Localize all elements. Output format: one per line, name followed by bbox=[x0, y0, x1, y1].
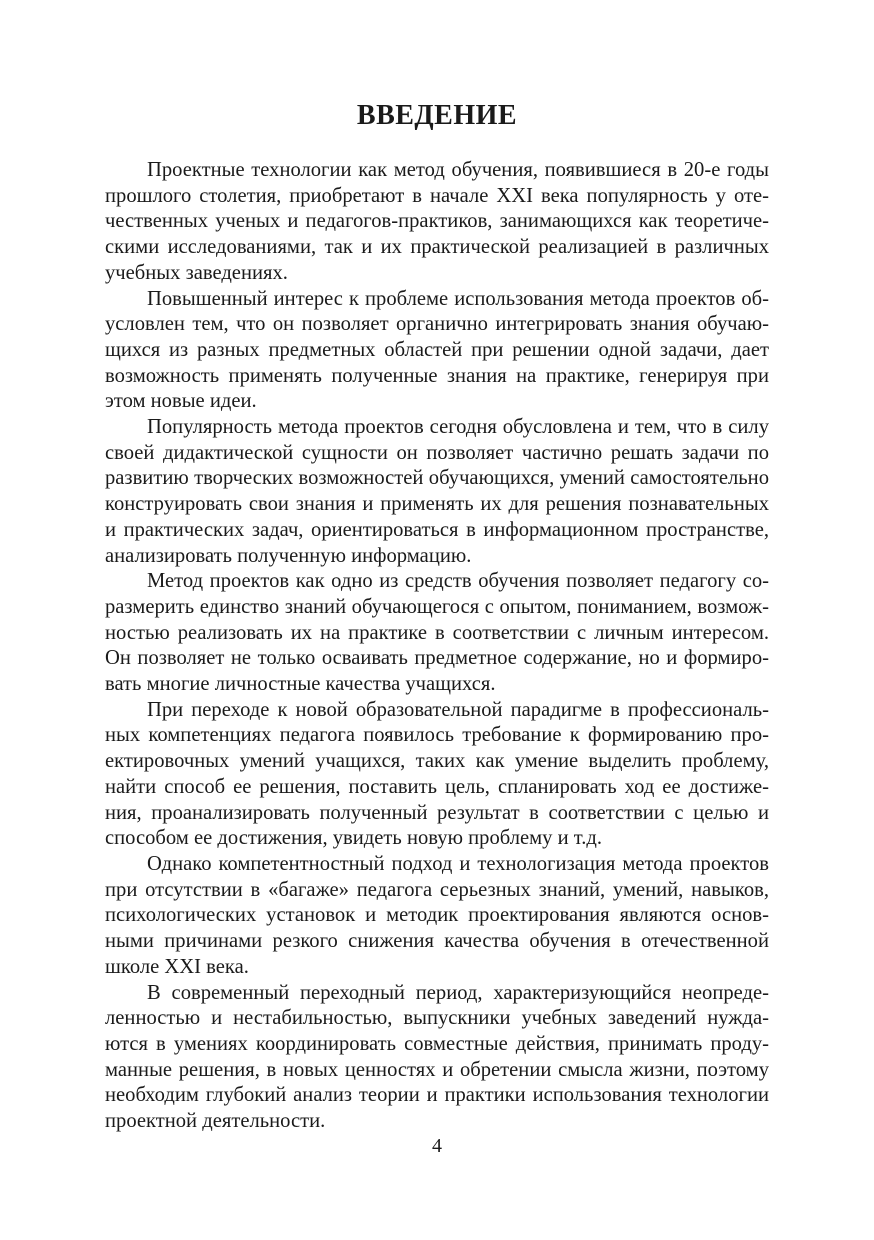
document-page bbox=[105, 0, 769, 1240]
paragraph-5: При переходе к новой образовательной парадигме в профессиональных компетенциях педагога появилось требование к формированию проектировочных умений учащихся, таких как умение выделить проблему, найти способ ее решения, поставить цель, спланировать ход ее достижения, проанализировать полученный результат в соответствии с целью и способом ее достижения, увидеть новую проблему и т.д. bbox=[105, 698, 769, 850]
body-text bbox=[105, 158, 769, 1135]
paragraph-3: Популярность метода проектов сегодня обусловлена и тем, что в силу своей дидактической сущности он позволяет частично решать задачи по развитию творческих возможностей обучающихся, умений самостоятельно конструировать свои знания и применять их для решения познавательных и практических задач, ориентироваться в информационном пространстве, анализировать полученную информацию. bbox=[105, 416, 769, 567]
chapter-title: ВВЕДЕНИЕ bbox=[356, 100, 518, 131]
paragraph-4: Метод проектов как одно из средств обучения позволяет педагогу соразмерить единство знаний обучающегося с опытом, пониманием, возможностью реализовать их на практике в соответствии с личным интересом. Он позволяет не только осваивать предметное содержание, но и формировать многие личностные качества учащихся. bbox=[105, 570, 769, 696]
paragraph-1: Проектные технологии как метод обучения, появившиеся в 20-е годы прошлого столетия, приобретают в начале XXI века популярность у отечественных ученых и педагогов-практиков, занимающихся как теоретическими исследованиями, так и их практической реализацией в различных учебных заведениях. bbox=[105, 159, 769, 284]
page-number: 4 bbox=[432, 1135, 442, 1157]
paragraph-2: Повышенный интерес к проблеме использования метода проектов обусловлен тем, что он позволяет органично интегрировать знания обучающихся из разных предметных областей при решении одной задачи, дает возможность применять полученные знания на практике, генерируя при этом новые идеи. bbox=[105, 287, 769, 413]
paragraph-6: Однако компетентностный подход и технологизация метода проектов при отсутствии в «багаже» педагога серьезных знаний, умений, навыков, психологических установок и методик проектирования являются основными причинами резкого снижения качества обучения в отечественной школе XXI века. bbox=[105, 852, 769, 978]
paragraph-7: В современный переходный период, характеризующийся неопределенностью и нестабильностью, выпускники учебных заведений нуждаются в умениях координировать совместные действия, принимать продуманные решения, в новых ценностях и обретении смысла жизни, поэтому необходим глубокий анализ теории и практики использования технологии проектной деятельности. bbox=[105, 981, 769, 1133]
